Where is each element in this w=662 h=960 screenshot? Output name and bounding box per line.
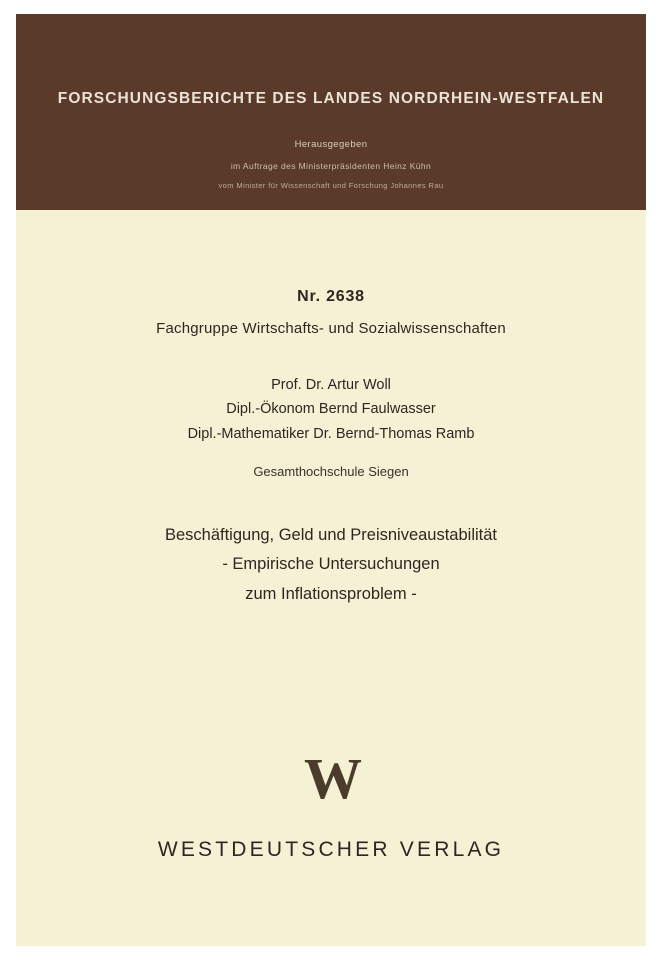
publisher-line-3: vom Minister für Wissenschaft und Forschung Johannes Rau: [218, 180, 444, 190]
work-title: [16, 521, 646, 609]
publisher-logo: [16, 746, 646, 811]
work-title-line-3: zum Inflationsproblem -: [245, 584, 417, 603]
cover-body: [16, 210, 646, 946]
author-2: Dipl.-Ökonom Bernd Faulwasser: [226, 401, 436, 418]
author-1: Prof. Dr. Artur Woll: [271, 377, 391, 393]
w-logo-icon: W: [304, 746, 358, 811]
institution: Gesamthochschule Siegen: [253, 464, 409, 480]
publisher-line-2: im Auftrage des Ministerpräsidenten Heinz Kühn: [230, 160, 432, 171]
cover-artwork: [16, 14, 646, 946]
series-title: FORSCHUNGSBERICHTE DES LANDES NORDRHEIN-WESTFALEN: [57, 90, 605, 107]
header-band: [16, 14, 646, 210]
work-title-line-1: Beschäftigung, Geld und Preisniveaustabilität: [164, 526, 498, 545]
author-3: Dipl.-Mathematiker Dr. Bernd-Thomas Ramb: [187, 425, 475, 442]
report-number: Nr. 2638: [297, 288, 365, 305]
subject-group: Fachgruppe Wirtschafts- und Sozialwissenschaften: [156, 320, 506, 337]
author-list: [16, 373, 646, 446]
work-title-line-2: - Empirische Untersuchungen: [222, 555, 440, 574]
publisher-line-1: Herausgegeben: [294, 138, 368, 150]
publisher-name: WESTDEUTSCHER VERLAG: [157, 838, 505, 861]
